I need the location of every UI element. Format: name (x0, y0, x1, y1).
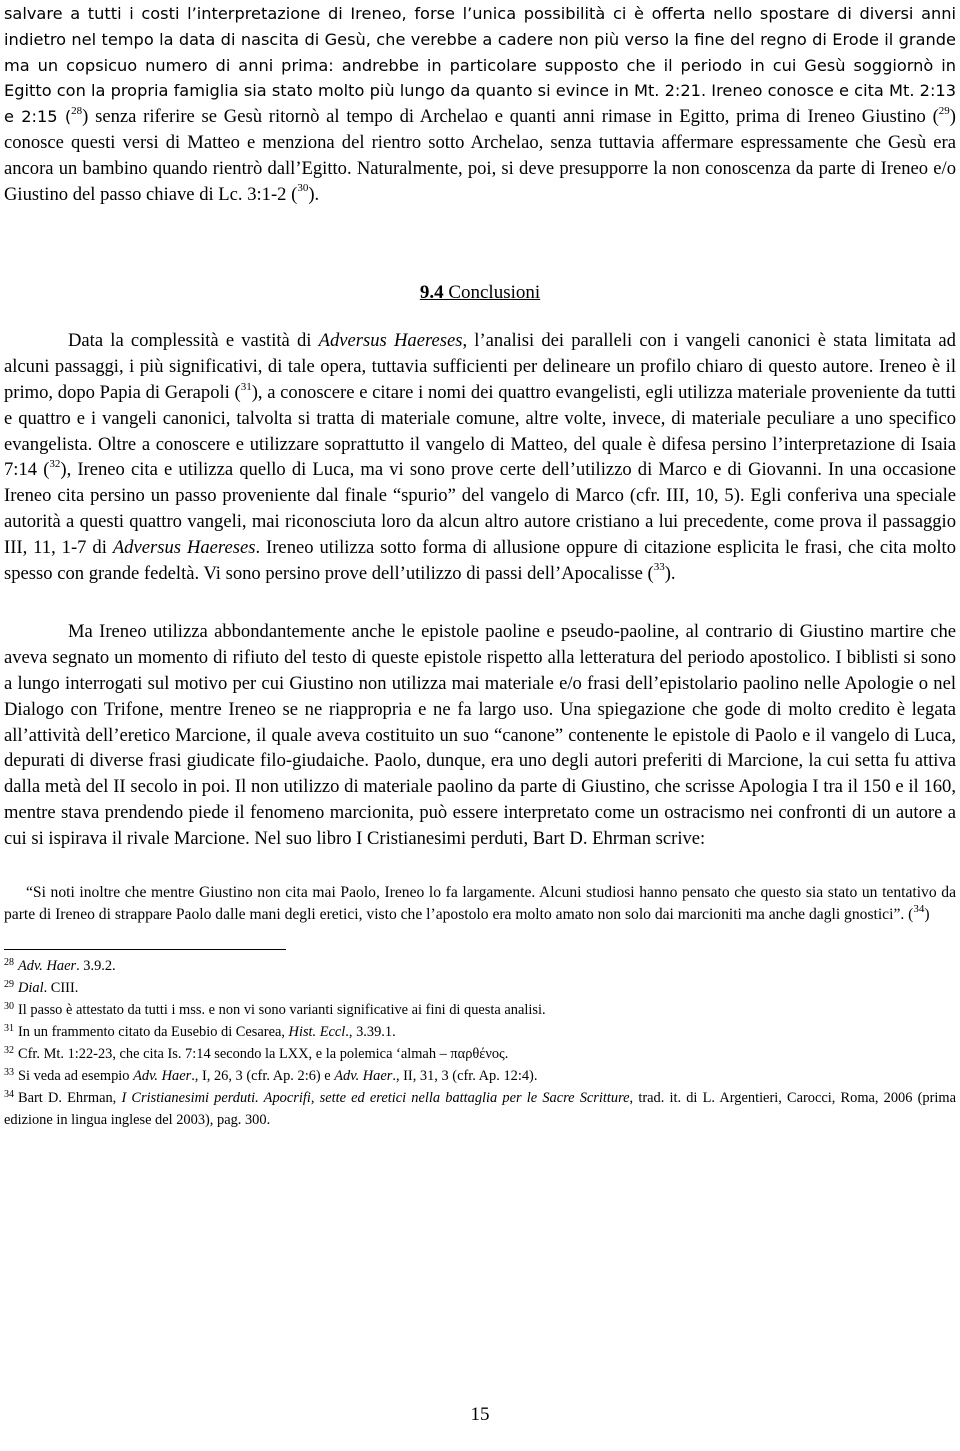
footnote-text-italic: Adv. Haer (133, 1067, 192, 1084)
footnote-text: Cfr. Mt. 1:22-23, che cita Is. 7:14 secondo la LXX, e la polemica ‘almah – παρθένος. (18, 1045, 509, 1062)
footnote-text-italic: Adv. Haer (18, 957, 77, 974)
document-page (4, 0, 956, 1131)
paragraph-gap (4, 586, 956, 619)
footnote-31 (4, 1022, 956, 1044)
footnote-32 (4, 1044, 956, 1066)
text-run: ), Ireneo cita e utilizza quello di Luca, ma vi sono prove certe dell’utilizzo di Marco e di Giovanni. In una occasione Ireneo cita persino un passo proveniente dal finale “spurio” del vangelo di Marco (cfr. III, 10, 5). Egli conferiva una speciale autorità a questi quattro vangeli, mai riconosciuta loro da alcun altro autore cristiano a lui precedente, come prova il passaggio III, 11, 1-7 di (4, 459, 956, 558)
text-run-italic: Adversus Haereses (318, 330, 463, 352)
footnote-text: In un frammento citato da Eusebio di Cesarea, (18, 1023, 289, 1040)
footnote-text-italic: Dial (18, 979, 44, 996)
footnote-text: ., I, 26, 3 (cfr. Ap. 2:6) e (191, 1067, 335, 1084)
footnote-ref-32[interactable]: 32 (49, 458, 61, 471)
footnote-text: Il passo è attestato da tutti i mss. e non vi sono varianti significative ai fini di questa analisi. (18, 1001, 546, 1018)
footnote-number: 29 (4, 978, 14, 990)
footnote-34 (4, 1088, 956, 1131)
text-run: ), a conoscere e citare i nomi dei quattro evangelisti, egli utilizza materiale proveniente da tutti e quattro e i vangeli canonici, talvolta si tratta di materiale comune, altre volte, invece, di materiale peculiare a uno specifico evangelista. Oltre a conoscere e utilizzare soprattutto il vangelo di Matteo, del quale è difesa persino l’interpretazione di Isaia 7:14 ( (4, 381, 956, 481)
footnote-ref-28[interactable]: 28 (71, 105, 83, 117)
quote-text: “Si noti inoltre che mentre Giustino non cita mai Paolo, Ireneo lo fa largamente. Alcuni studiosi hanno pensato che questo sia stato un tentativo da parte di Ireneo di strappare Paolo dalle mani degli eretici, visto che l’apostolo era molto amato non solo dai marcioniti ma anche dagli gnostici”. ( (4, 883, 956, 924)
footnote-number: 30 (4, 1000, 14, 1012)
footnote-ref-30[interactable]: 30 (297, 182, 309, 195)
footnote-ref-34[interactable]: 34 (913, 902, 925, 915)
footnote-number: 33 (4, 1066, 14, 1078)
footnote-text-italic: I Cristianesimi perduti. Apocrifi, sette ed eretici nella battaglia per le Sacre Scritture (121, 1089, 630, 1106)
footnote-text: Si veda ad esempio (18, 1067, 134, 1084)
footnote-number: 32 (4, 1044, 14, 1056)
text-run-italic: Adversus Haereses (112, 536, 256, 558)
footnote-text: . CIII. (43, 979, 79, 996)
section-number: 9.4 (419, 282, 444, 304)
footnote-text: . 3.9.2. (76, 957, 116, 974)
text-run: salvare a tutti i costi l’interpretazione di Ireneo, forse l’unica possibilità ci è offerta nello spostare di diversi anni indietro nel tempo la data di nascita di Gesù, che verebbe a cadere non più verso la fine del regno di Erode il grande ma un copsicuo numero di anni prima: andrebbe in particolare supposto che il periodo in cui Gesù soggiornò in Egitto con la propria famiglia sia stato molto più lungo da quanto si evince in Mt. 2:21. Ireneo conosce e cita Mt. 2:13 e 2:15 ( (4, 4, 956, 127)
footnote-text-italic: Adv. Haer (334, 1067, 393, 1084)
footnote-number: 28 (4, 956, 14, 968)
text-run: Data la complessità e vastità di (68, 330, 319, 352)
text-run: ). (664, 562, 676, 584)
text-run: , l’analisi dei paralleli con i vangeli canonici è stata limitata ad alcuni passaggi, i più significativi, di tale opera, tuttavia sufficienti per delineare un profilo chiaro di questo autore. Ireneo è il primo, dopo Papia di Gerapoli ( (4, 330, 956, 403)
footnote-ref-29[interactable]: 29 (938, 105, 950, 117)
footnote-33 (4, 1066, 956, 1088)
section-heading (4, 282, 956, 304)
text-run: ) senza riferire se Gesù ritornò al tempo di Archelao e quanti anni rimase in Egitto, prima di Ireneo Giustino ( (82, 106, 939, 128)
paragraph-paolo: Ma Ireneo utilizza abbondantemente anche le epistole paoline e pseudo-paoline, al contrario di Giustino martire che aveva segnato un momento di rifiuto del testo di queste epistole rispetto alla letteratura del periodo apostolico. I biblisti si sono a lungo interrogati sul motivo per cui Giustino non utilizza mai materiale e/o frasi dell’epistolario paolino nelle Apologie o nel Dialogo con Trifone, mentre Ireneo se ne riappropria e ne fa largo uso. Una spiegazione che gode di molto credito è legata all’attività dell’eretico Marcione, il quale aveva costituito un suo “canone” contenente le epistole di Paolo e il vangelo di Luca, depurati di diverse frasi giudicate filo-giudaiche. Paolo, dunque, era uno degli autori preferiti di Marcione, la cui setta fu attiva dalla metà del II secolo in poi. Il non utilizzo di materiale paolino da parte di Giustino, che scrisse Apologia I tra il 150 e il 160, mentre stava prendendo piede il fenomeno marcionita, può essere interpretato come un ostracismo nei confronti di un autore a cui si ispirava il rivale Marcione. Nel suo libro I Cristianesimi perduti, Bart D. Ehrman scrive: (4, 621, 956, 849)
quote-end: ) (924, 906, 930, 924)
footnotes (4, 956, 956, 1131)
footnote-text: Bart D. Ehrman, (18, 1089, 122, 1106)
footnote-28 (4, 956, 956, 978)
footnote-number: 34 (4, 1088, 14, 1100)
section-title: Conclusioni (443, 282, 541, 304)
paragraph-conclusioni (4, 328, 956, 586)
footnote-30 (4, 1000, 956, 1022)
paragraph-top (4, 1, 956, 207)
text-run: ). (308, 183, 320, 205)
footnote-number: 31 (4, 1022, 14, 1034)
page-number: 15 (470, 1404, 490, 1425)
text-run: ) conosce questi versi di Matteo e menziona del rientro sotto Archelao, senza tuttavia affermare espressamente che Gesù era ancora un bambino quando rientrò dall’Egitto. Naturalmente, poi, si deve presupporre la non conoscenza da parte di Ireneo e/o Giustino del passo chiave di Lc. 3:1-2 ( (4, 106, 956, 205)
footnote-ref-31[interactable]: 31 (240, 380, 252, 393)
footnote-text: , trad. it. di L. Argentieri, Carocci, Roma, 2006 (prima edizione in lingua inglese del 2003), pag. 300. (4, 1089, 956, 1128)
footnote-separator (4, 949, 286, 950)
footnote-29 (4, 978, 956, 1000)
text-run: . Ireneo utilizza sotto forma di allusione oppure di citazione esplicita le frasi, che cita molto spesso con grande fedeltà. Vi sono persino prove dell’utilizzo di passi dell’Apocalisse ( (4, 536, 956, 584)
block-quote (4, 882, 956, 927)
footnote-text-italic: Hist. Eccl (288, 1023, 346, 1040)
footnote-text: ., II, 31, 3 (cfr. Ap. 12:4). (392, 1067, 538, 1084)
footnote-ref-33[interactable]: 33 (653, 561, 665, 574)
footnote-text: ., 3.39.1. (345, 1023, 396, 1040)
